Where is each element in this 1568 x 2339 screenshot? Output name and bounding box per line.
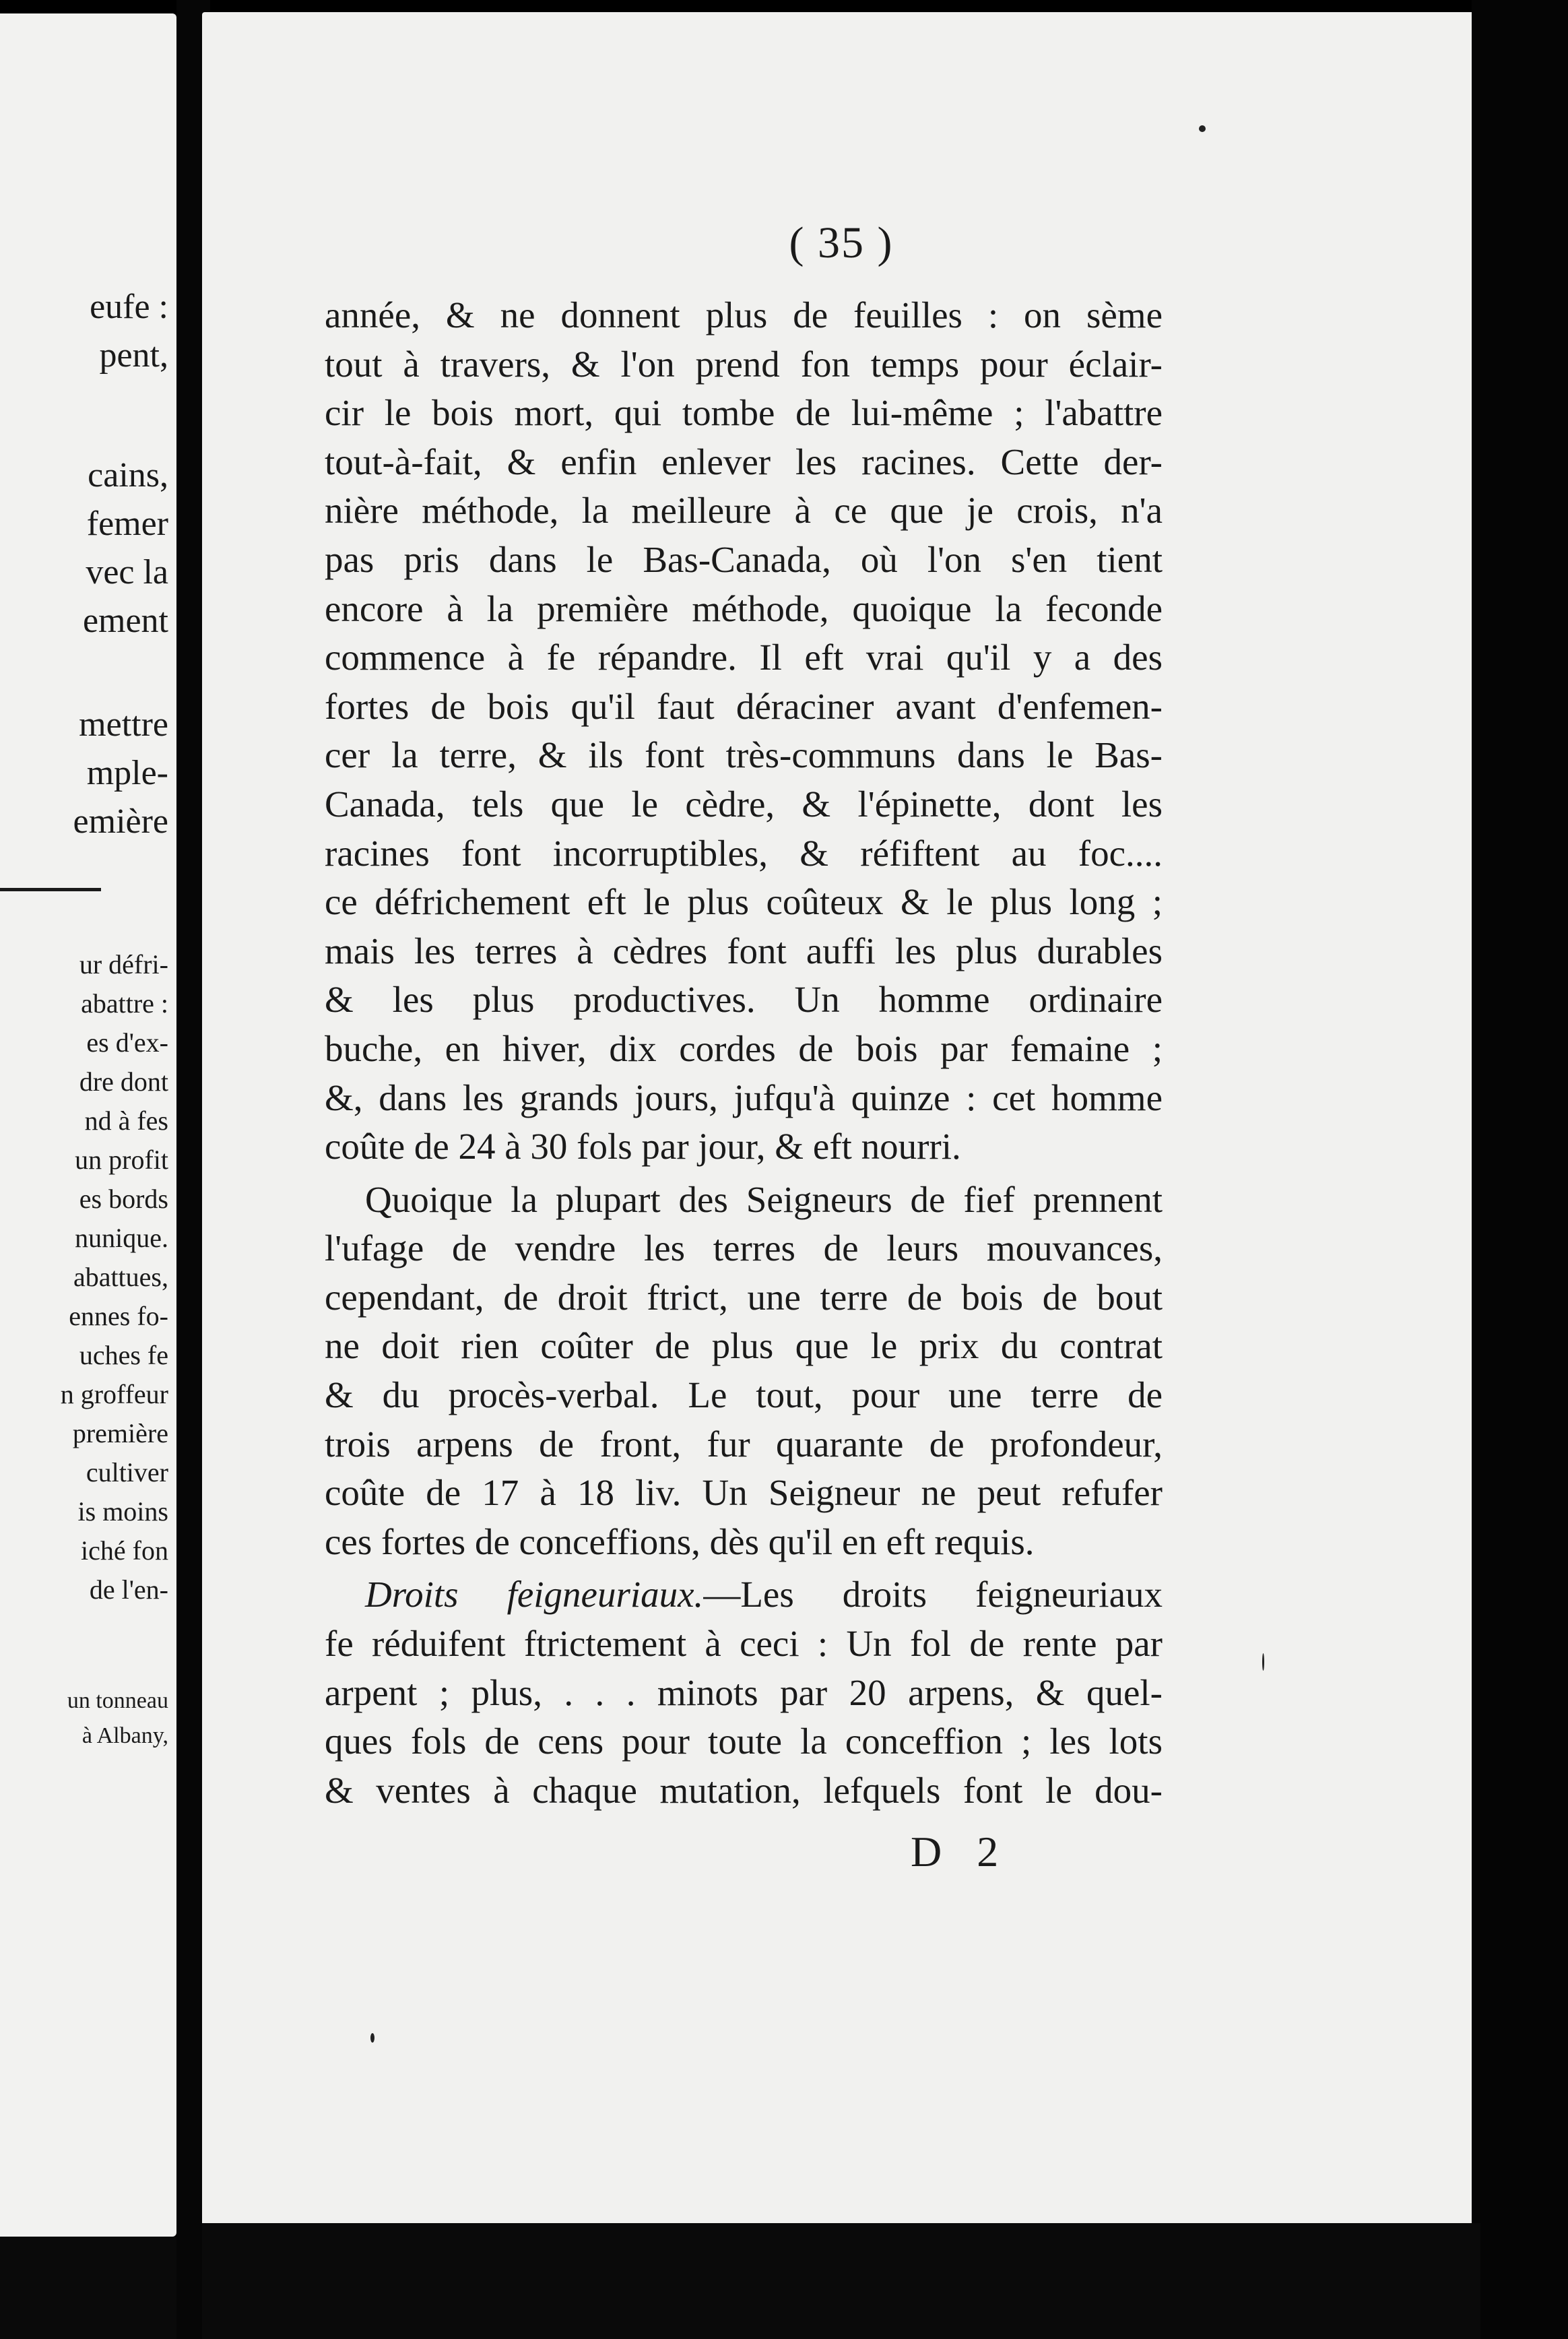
left-fragment: abattues, [73,1262,168,1292]
left-fragment: abattre : [81,988,168,1019]
text-line: ces fortes de conceffions, dès qu'il en eft requis. [325,1520,1035,1562]
text-line: fortes de bois qu'il faut déraciner avant d'enfemen- [325,685,1163,727]
text-line: pas pris dans le Bas-Canada, où l'on s'en tient [325,538,1163,580]
text-line: trois arpens de front, fur quarante de profondeur, [325,1423,1163,1465]
text-line: mais les terres à cèdres font auffi les plus durables [325,930,1163,971]
left-fragment: is moins [77,1496,168,1527]
left-fragment: de l'en- [89,1574,168,1605]
text-line: & les plus productives. Un homme ordinaire [325,979,1163,1021]
left-fragment: cultiver [86,1457,168,1487]
left-fragment: nunique. [75,1223,168,1253]
right-edge-shadow [1472,0,1568,2339]
left-fragment: pent, [99,336,168,375]
left-fragment: uches fe [79,1340,168,1370]
text-line-with-heading [325,1570,1163,1620]
text-line: coûte de 17 à 18 liv. Un Seigneur ne peut refufer [325,1472,1163,1514]
text-line: racines font incorruptibles, & réfiftent au foc.... [325,832,1163,874]
left-fragment: es bords [79,1184,168,1214]
left-fragment: vec la [86,553,168,591]
left-fragment: un profit [75,1145,168,1175]
text-line: nière méthode, la meilleure à ce que je crois, n'a [325,490,1163,532]
text-line: l'ufage de vendre les terres de leurs mouvances, [325,1227,1163,1269]
left-page-bottom-shadow [0,2237,176,2339]
left-fragment: cains, [88,456,168,494]
left-fragment: femer [86,505,168,543]
text-line: cer la terre, & ils font très-communs dans le Bas- [325,734,1163,776]
text-line: & du procès-verbal. Le tout, pour une terre de [325,1374,1163,1416]
text-line: fe réduifent ftrictement à ceci : Un fol de rente par [325,1623,1163,1665]
paper-speck [370,2033,374,2043]
page-number: ( 35 ) [789,218,894,267]
text-line: &, dans les grands jours, jufqu'à quinze : cet homme [325,1077,1163,1118]
text-line: commence à fe répandre. Il eft vrai qu'il y a des [325,637,1163,678]
text-line: arpent ; plus, . . . minots par 20 arpens, & quel- [325,1671,1163,1713]
left-page-fragment [0,13,176,2237]
text-line: cependant, de droit ftrict, une terre de bois de bout [325,1276,1163,1318]
text-line: cir le bois mort, qui tombe de lui-même ; l'abattre [325,392,1163,434]
paper-speck [1199,125,1206,132]
text-run: —Les droits feigneuriaux [703,1574,1163,1615]
bottom-edge-shadow [202,2223,1480,2339]
text-line: tout à travers, & l'on prend fon temps pour éclair- [325,343,1163,385]
text-line: ne doit rien coûter de plus que le prix du contrat [325,1325,1163,1367]
signature-mark: D 2 [911,1828,1011,1876]
text-line: buche, en hiver, dix cordes de bois par femaine ; [325,1027,1163,1069]
left-fragment: ement [82,602,168,640]
paper-speck [1262,1653,1264,1671]
left-fragment: nd à fes [84,1106,168,1136]
left-fragment: mple- [86,754,168,792]
text-line: encore à la première méthode, quoique la feconde [325,587,1163,629]
text-line: & ventes à chaque mutation, lefquels font le dou- [325,1769,1163,1811]
text-line: Quoique la plupart des Seigneurs de fief prennent [365,1178,1163,1220]
text-line: coûte de 24 à 30 fols par jour, & eft nourri. [325,1126,961,1167]
left-fragment: n groffeur [60,1379,168,1409]
left-footnote-fragment: un tonneau [67,1688,168,1713]
text-line: Canada, tels que le cèdre, & l'épinette, dont les [325,783,1163,825]
left-fragment: eufe : [90,288,168,326]
text-line: ques fols de cens pour toute la conceffion ; les lots [325,1721,1163,1762]
body-text [325,291,1163,1815]
text-line: année, & ne donnent plus de feuilles : on sème [325,294,1163,335]
left-fragment: emière [73,802,168,841]
left-fragment: mettre [79,705,168,744]
left-fragment: es d'ex- [86,1027,168,1058]
left-fragment: iché fon [81,1535,168,1566]
left-fragment: ennes fo- [69,1301,168,1331]
text-line: ce défrichement eft le plus coûteux & le plus long ; [325,881,1163,923]
section-heading-italic: Droits feigneuriaux. [365,1574,704,1615]
left-fragment: dre dont [79,1066,168,1097]
left-footnote-fragment: à Albany, [81,1723,168,1748]
left-fragment: ur défri- [79,949,168,980]
text-line: tout-à-fait, & enfin enlever les racines. Cette der- [325,441,1163,482]
left-fragment: première [72,1418,168,1448]
left-divider-rule [0,888,101,891]
